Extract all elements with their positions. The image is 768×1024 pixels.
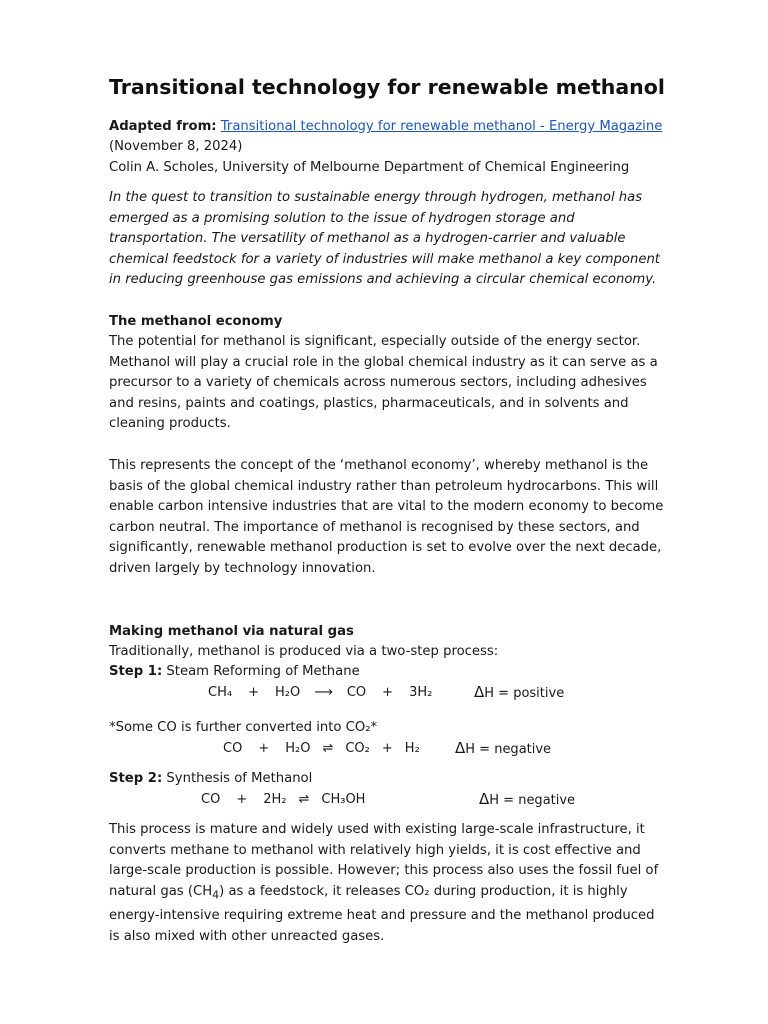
eq1-plus-2: + (382, 685, 394, 700)
eq2-delta-symbol: Δ (455, 739, 466, 757)
eq2-plus-2: + (381, 741, 393, 756)
step1-label: Step 1: (109, 664, 163, 679)
paragraph-methanol-economy: This represents the concept of the ‘methanol economy’, whereby methanol is the basis of the global chemical industry rather than petroleum hydrocarbons. This will enable carbon intensive industries that are vital to the modern economy to become carbon neutral. The importance of methanol is recognised by these sectors, and significantly, renewable methanol production is set to evolve over the next decade, driven largely by technology innovation. (109, 458, 664, 576)
equation-methanol-synthesis (201, 792, 365, 807)
eq1-delta-symbol: Δ (474, 683, 485, 701)
source-link[interactable]: Transitional technology for renewable methanol - Energy Magazine (220, 119, 663, 134)
eq2-arrow: ⇌ (322, 741, 334, 756)
co-conversion-note: *Some CO is further converted into CO₂* (109, 720, 378, 735)
eq3-delta-text: H = negative (489, 793, 576, 808)
eq1-enthalpy (474, 683, 564, 701)
eq2-reactant-2: H₂O (285, 741, 311, 756)
author-line: Colin A. Scholes, University of Melbourne Department of Chemical Engineering (109, 160, 630, 175)
step2-line (109, 769, 312, 790)
source-line (109, 117, 662, 138)
source-label: Adapted from: (109, 119, 217, 134)
eq2-enthalpy (455, 739, 551, 757)
eq1-reactant-2: H₂O (274, 685, 301, 700)
methane-subscript: 4 (212, 888, 220, 902)
eq2-product-1: CO₂ (345, 741, 370, 756)
eq3-product-1: CH₃OH (321, 792, 366, 807)
section-heading-natural-gas: Making methanol via natural gas (109, 624, 354, 639)
eq1-arrow: ⟶ (314, 685, 333, 700)
process-text-after: ) as a feedstock, it releases CO₂ during production, it is highly energy-intensive requiring extreme heat and pressure and the methanol produced is also mixed with other unreacted gases. (109, 883, 655, 944)
eq3-delta-symbol: Δ (479, 790, 490, 808)
eq2-product-2: H₂ (404, 741, 420, 756)
paragraph-potential: The potential for methanol is significant, especially outside of the energy sector. Methanol will play a crucial role in the global chemical industry as it can serve as a precursor to a variety of chemicals across numerous sectors, including adhesives and resins, paints and coatings, plastics, pharmaceuticals, and in solvents and cleaning products. (109, 334, 658, 432)
step1-line (109, 662, 360, 683)
eq2-delta-text: H = negative (465, 742, 552, 757)
eq1-product-2: 3H₂ (409, 685, 433, 700)
eq1-plus-1: + (248, 685, 259, 700)
process-intro: Traditionally, methanol is produced via a two-step process: (109, 644, 499, 659)
eq1-product-1: CO (346, 685, 367, 700)
eq1-reactant-1: CH₄ (208, 685, 233, 700)
eq3-arrow: ⇌ (298, 792, 310, 807)
intro-paragraph: In the quest to transition to sustainable energy through hydrogen, methanol has emerged as a promising solution to the issue of hydrogen storage and transportation. The versatility of methanol as a hydrogen-carrier and valuable chemical feedstock for a variety of industries will make methanol a key component in reducing greenhouse gas emissions and achieving a circular chemical economy. (109, 190, 660, 288)
document-title: Transitional technology for renewable methanol (109, 75, 665, 99)
eq1-delta-text: H = positive (484, 686, 565, 701)
step2-label: Step 2: (109, 771, 163, 786)
paragraph-process-assessment (109, 820, 669, 947)
eq3-reactant-1: CO (201, 792, 221, 807)
eq2-plus-1: + (258, 741, 270, 756)
step2-text: Synthesis of Methanol (162, 771, 313, 786)
step1-text: Steam Reforming of Methane (162, 664, 360, 679)
section-heading-methanol-economy: The methanol economy (109, 314, 283, 329)
eq3-enthalpy (479, 790, 575, 808)
eq3-reactant-2: 2H₂ (263, 792, 287, 807)
eq2-reactant-1: CO (223, 741, 243, 756)
source-date: (November 8, 2024) (109, 139, 243, 154)
equation-water-gas-shift (223, 741, 420, 756)
equation-steam-reforming (208, 685, 432, 700)
eq3-plus-1: + (236, 792, 248, 807)
process-text-before: This process is mature and widely used with existing large-scale infrastructure, it converts methane to methanol with relatively high yields, it is cost effective and large-scale production is possible. However; this process also uses the fossil fuel of natural gas (CH (109, 822, 659, 899)
